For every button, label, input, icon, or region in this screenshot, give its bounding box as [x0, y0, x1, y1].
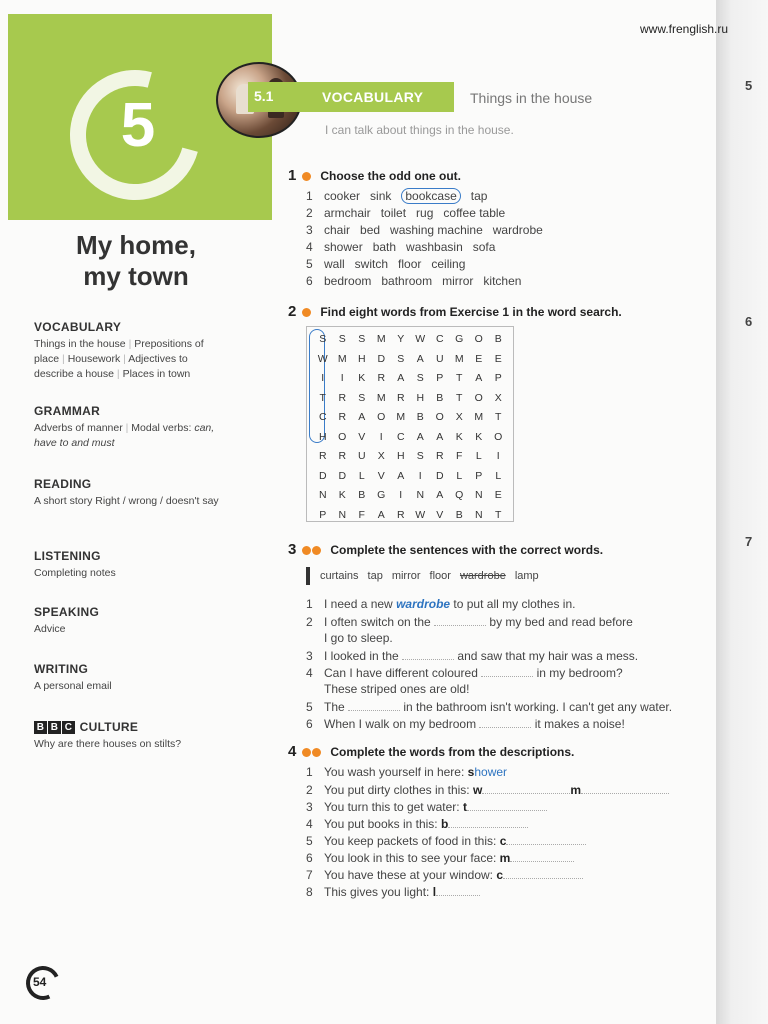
example-answer: wardrobe — [396, 597, 451, 611]
list-item: 1 You wash yourself in here: shower — [306, 765, 508, 779]
grid-letter[interactable]: S — [416, 372, 424, 384]
word-option[interactable]: bath — [372, 240, 397, 254]
grid-letter[interactable]: D — [338, 469, 347, 482]
answer-blank[interactable] — [448, 816, 528, 828]
grid-letter[interactable]: T — [495, 411, 502, 423]
word-option[interactable]: washbasin — [406, 240, 463, 254]
answer-blank[interactable] — [481, 665, 533, 677]
answer-blank[interactable] — [510, 850, 574, 862]
strip-number: 6 — [745, 314, 753, 329]
item-number: 3 — [306, 223, 313, 237]
grid-letter[interactable]: A — [436, 430, 444, 443]
grid-letter[interactable]: P — [494, 372, 502, 384]
answer-blank[interactable] — [348, 699, 400, 711]
sidebar-heading: READING — [34, 477, 92, 491]
grid-letter[interactable]: P — [319, 508, 327, 521]
grid-letter[interactable]: R — [396, 508, 405, 521]
unit-number: 5 — [120, 91, 156, 160]
list-item: 7 You have these at your window: c — [306, 867, 669, 884]
sidebar-heading: VOCABULARY — [34, 320, 122, 334]
list-item: 5 You keep packets of food in this: c — [306, 833, 669, 850]
word-bank — [306, 567, 548, 585]
grid-letter[interactable]: R — [377, 372, 386, 384]
word-option[interactable]: coffee table — [443, 206, 506, 220]
list-item: 6 You look in this to see your face: m — [306, 850, 669, 867]
sidebar-text: Completing notes — [34, 567, 116, 579]
sidebar-topic: Modal verbs: — [131, 422, 192, 434]
list-item: 4 Can I have different coloured in my bedroom? — [306, 666, 623, 680]
grid-letter[interactable]: M — [376, 391, 386, 404]
word-option[interactable]: bedroom — [324, 274, 372, 288]
grid-letter[interactable]: K — [455, 430, 463, 443]
grid-letter[interactable]: Q — [455, 489, 464, 501]
grid-letter[interactable]: R — [338, 450, 347, 462]
grid-letter[interactable]: V — [358, 430, 366, 443]
grid-letter[interactable]: B — [455, 508, 463, 521]
list-item: 3 You turn this to get water: t — [306, 799, 669, 816]
grid-letter[interactable]: O — [494, 430, 503, 443]
grid-letter[interactable]: R — [435, 450, 444, 462]
item-number: 6 — [306, 274, 313, 288]
grid-letter[interactable]: W — [415, 508, 426, 521]
grid-letter[interactable]: C — [435, 333, 444, 345]
exercise-instruction: Complete the words from the descriptions. — [330, 745, 575, 759]
grid-letter[interactable]: T — [456, 391, 463, 404]
grid-letter[interactable]: H — [416, 391, 425, 404]
exercise-1-heading — [288, 167, 461, 184]
sidebar-section-vocabulary — [34, 320, 224, 382]
grid-letter[interactable]: H — [318, 430, 327, 443]
word-bank-item: lamp — [514, 570, 539, 582]
grid-letter[interactable]: A — [397, 469, 405, 482]
word-option[interactable]: rug — [416, 206, 434, 220]
grid-letter[interactable]: K — [338, 489, 346, 501]
grid-letter[interactable]: S — [358, 333, 366, 345]
grid-letter[interactable]: T — [319, 391, 326, 404]
sidebar-section-culture — [34, 720, 224, 752]
sidebar-topic: Things in the house — [34, 338, 126, 350]
grid-letter[interactable]: X — [494, 391, 502, 404]
grid-letter[interactable]: N — [474, 489, 483, 501]
grid-letter[interactable]: O — [377, 411, 386, 423]
grid-letter[interactable]: V — [377, 469, 385, 482]
sidebar-section-listening — [34, 549, 224, 581]
word-option-circled[interactable]: bookcase — [401, 188, 460, 204]
grid-letter[interactable]: C — [396, 430, 405, 443]
item-number: 4 — [306, 240, 313, 254]
difficulty-dot — [302, 308, 311, 317]
grid-letter[interactable]: I — [379, 430, 383, 443]
sidebar-text: A personal email — [34, 680, 112, 692]
word-search-grid[interactable] — [306, 326, 514, 522]
word-option[interactable]: wardrobe — [492, 223, 543, 237]
grid-letter[interactable]: A — [436, 489, 444, 501]
grid-letter[interactable]: A — [416, 352, 424, 365]
grid-letter[interactable]: X — [377, 450, 385, 462]
grid-letter[interactable]: M — [337, 352, 347, 365]
grid-letter[interactable]: M — [396, 411, 406, 423]
difficulty-dot — [302, 172, 311, 181]
grid-letter[interactable]: S — [358, 391, 366, 404]
difficulty-dot — [312, 748, 321, 757]
answer-blank[interactable] — [479, 716, 531, 728]
sidebar-topic: Prepositions of place — [34, 338, 204, 365]
grid-letter[interactable]: A — [397, 372, 405, 384]
answer-blank[interactable] — [506, 833, 586, 845]
strip-number: 7 — [745, 534, 753, 549]
grid-letter[interactable]: W — [415, 333, 426, 345]
grid-letter[interactable]: F — [358, 508, 365, 521]
list-item: 5 The in the bathroom isn't working. I can't get any water. — [306, 700, 673, 714]
list-item: 3 I looked in the and saw that my hair was a mess. — [306, 649, 639, 663]
exercise-instruction: Choose the odd one out. — [320, 169, 461, 183]
grid-letter[interactable]: B — [416, 411, 424, 423]
list-item — [306, 223, 553, 240]
list-item-continuation: I go to sleep. — [324, 631, 393, 645]
lesson-label: VOCABULARY — [322, 89, 424, 105]
answer-blank[interactable] — [503, 867, 583, 879]
grid-letter[interactable]: N — [318, 489, 327, 501]
grid-letter[interactable]: S — [338, 333, 346, 345]
sidebar-section-writing — [34, 662, 224, 694]
grid-letter[interactable]: O — [474, 333, 483, 345]
word-bank-item: mirror — [391, 570, 421, 582]
word-option[interactable]: sink — [370, 189, 392, 203]
bbc-logo-letter: B — [48, 721, 61, 734]
list-item: 4 You put books in this: b — [306, 816, 669, 833]
grid-letter[interactable]: A — [358, 411, 366, 423]
list-item: 2 You put dirty clothes in this: w m — [306, 782, 669, 799]
list-item: 1 I need a new wardrobe to put all my clothes in. — [306, 597, 576, 611]
grid-letter[interactable]: N — [474, 508, 483, 521]
exercise-number: 2 — [288, 303, 297, 320]
grid-letter[interactable]: B — [494, 333, 502, 345]
list-item — [306, 240, 553, 257]
page-edge-strip — [716, 0, 768, 1024]
sidebar-topic: Places in town — [122, 368, 191, 380]
example-answer: hower — [474, 765, 508, 779]
sidebar-text: Advice — [34, 623, 66, 635]
word-bank-item: floor — [429, 570, 451, 582]
grid-letter[interactable]: I — [321, 372, 325, 384]
unit-title-line: my town — [83, 261, 189, 291]
grid-letter[interactable]: R — [396, 391, 405, 404]
grid-letter[interactable]: P — [436, 372, 444, 384]
grid-letter[interactable]: Y — [397, 333, 405, 345]
grid-letter[interactable]: H — [357, 352, 366, 365]
grid-letter[interactable]: G — [377, 489, 386, 501]
list-item: 8 This gives you light: l — [306, 884, 669, 901]
bbc-logo-letter: C — [62, 721, 75, 734]
exercise-3-list — [306, 597, 672, 733]
grid-letter[interactable]: L — [358, 469, 365, 482]
word-option[interactable]: sofa — [472, 240, 496, 254]
item-number: 1 — [306, 189, 313, 203]
grid-letter[interactable]: M — [454, 352, 464, 365]
list-item — [306, 274, 553, 291]
exercise-number: 3 — [288, 541, 297, 558]
grid-letter[interactable]: I — [399, 489, 403, 501]
exercise-instruction: Complete the sentences with the correct words. — [330, 543, 604, 557]
list-item: 6 When I walk on my bedroom it makes a noise! — [306, 717, 625, 731]
exercise-4-list — [306, 765, 669, 901]
sidebar-topic: Housework — [67, 353, 121, 365]
grid-letter[interactable]: E — [475, 352, 483, 365]
grid-letter[interactable]: T — [456, 372, 463, 384]
grid-letter[interactable]: V — [436, 508, 444, 521]
grid-letter[interactable]: N — [416, 489, 425, 501]
word-bank-item: curtains — [320, 570, 359, 582]
strip-number: 5 — [745, 78, 753, 93]
page-number: 54 — [33, 975, 47, 989]
unit-title-line: My home, — [76, 230, 196, 260]
sidebar-heading: SPEAKING — [34, 605, 100, 619]
answer-blank[interactable] — [436, 884, 480, 896]
grid-letter[interactable]: F — [456, 450, 463, 462]
sidebar-section-grammar — [34, 404, 224, 451]
word-option[interactable]: bed — [360, 223, 381, 237]
grid-letter[interactable]: E — [494, 352, 502, 365]
grid-letter[interactable]: U — [357, 450, 366, 462]
grid-letter[interactable]: K — [475, 430, 483, 443]
grid-letter[interactable]: A — [416, 430, 424, 443]
word-option[interactable]: shower — [324, 240, 363, 254]
difficulty-dot — [302, 546, 311, 555]
word-option[interactable]: bathroom — [381, 274, 433, 288]
grid-letter[interactable]: S — [319, 333, 327, 345]
sidebar-topic: Adverbs of manner — [34, 422, 123, 434]
grid-letter[interactable]: O — [435, 411, 444, 423]
word-option[interactable]: washing machine — [390, 223, 483, 237]
grid-letter[interactable]: D — [377, 352, 386, 365]
word-option[interactable]: mirror — [442, 274, 474, 288]
sidebar-text: Why are there houses on stilts? — [34, 738, 182, 751]
word-bank-item: tap — [367, 570, 383, 582]
answer-blank[interactable] — [434, 614, 486, 626]
exercise-number: 1 — [288, 167, 297, 184]
grid-letter[interactable]: U — [435, 352, 444, 365]
bbc-logo-letter: B — [34, 721, 47, 734]
lesson-subtitle: Things in the house — [470, 90, 593, 106]
grid-letter[interactable]: H — [396, 450, 405, 462]
website-url[interactable]: www.frenglish.ru — [640, 22, 729, 36]
list-item: 2 I often switch on the by my bed and read before — [306, 615, 633, 629]
item-number: 2 — [306, 206, 313, 220]
answer-blank[interactable] — [467, 799, 547, 811]
list-item-continuation: These striped ones are old! — [324, 682, 470, 696]
word-option[interactable]: chair — [324, 223, 351, 237]
list-item — [306, 206, 553, 223]
grid-letter[interactable]: I — [418, 469, 422, 482]
exercise-2-heading — [288, 303, 622, 320]
sidebar-section-speaking — [34, 605, 224, 637]
grid-letter[interactable]: R — [338, 411, 347, 423]
exercise-4-heading — [288, 743, 574, 760]
word-option[interactable]: ceiling — [431, 257, 466, 271]
word-bank-item-used: wardrobe — [459, 570, 506, 582]
sidebar-section-reading — [34, 477, 224, 509]
word-option[interactable]: floor — [398, 257, 422, 271]
exercise-1-list — [306, 189, 553, 291]
answer-blank[interactable] — [482, 782, 570, 794]
exercise-3-heading — [288, 541, 603, 558]
grid-letter[interactable]: A — [377, 508, 385, 521]
grid-letter[interactable]: R — [318, 450, 327, 462]
difficulty-dot — [302, 748, 311, 757]
grid-letter[interactable]: K — [358, 372, 366, 384]
grid-letter[interactable]: R — [338, 391, 347, 404]
grid-letter[interactable]: L — [456, 469, 463, 482]
word-option[interactable]: cooker — [324, 189, 361, 203]
word-option[interactable]: tap — [470, 189, 488, 203]
word-option[interactable]: armchair — [324, 206, 371, 220]
item-number: 5 — [306, 257, 313, 271]
exercise-number: 4 — [288, 743, 297, 760]
grid-letter[interactable]: M — [474, 411, 484, 423]
sidebar-topic: can, have to and must — [34, 422, 215, 449]
difficulty-dot — [312, 546, 321, 555]
grid-letter[interactable]: O — [338, 430, 347, 443]
word-option[interactable]: kitchen — [483, 274, 522, 288]
list-item — [306, 189, 553, 206]
grid-letter[interactable]: B — [436, 391, 444, 404]
sidebar-heading: WRITING — [34, 662, 89, 676]
lesson-code: 5.1 — [248, 82, 304, 112]
grid-letter[interactable]: L — [475, 450, 482, 462]
exercise-instruction: Find eight words from Exercise 1 in the word search. — [320, 305, 622, 319]
sidebar-text: Adverbs of manner | Modal verbs: can, have to and must — [34, 422, 215, 449]
grid-letter[interactable]: E — [494, 489, 502, 501]
answer-blank[interactable] — [402, 648, 454, 660]
list-item — [306, 257, 553, 274]
grid-letter[interactable]: A — [475, 372, 483, 384]
word-option[interactable]: switch — [354, 257, 389, 271]
grid-letter[interactable]: N — [338, 508, 347, 521]
grid-letter[interactable]: S — [416, 450, 424, 462]
grid-letter[interactable]: C — [318, 411, 327, 423]
grid-letter[interactable]: I — [496, 450, 500, 462]
sidebar-text: A short story Right / wrong / doesn't say — [34, 495, 219, 507]
grid-letter[interactable]: D — [318, 469, 327, 482]
grid-letter[interactable]: G — [455, 333, 464, 345]
sidebar-heading: LISTENING — [34, 549, 101, 563]
sidebar-heading — [34, 720, 224, 734]
grid-letter[interactable]: B — [358, 489, 366, 501]
grid-letter[interactable]: M — [376, 333, 386, 345]
grid-letter[interactable]: L — [495, 469, 502, 482]
grid-letter[interactable]: T — [495, 508, 502, 521]
word-option[interactable]: wall — [324, 257, 345, 271]
sidebar-heading-text: CULTURE — [79, 720, 139, 734]
sidebar-text: Things in the house | Prepositions of place | Housework | Adjectives to describe a house | Places in town — [34, 338, 204, 380]
grid-letter[interactable]: P — [475, 469, 483, 482]
unit-title — [36, 230, 236, 292]
grid-letter[interactable]: X — [455, 411, 463, 423]
grid-letter[interactable]: O — [474, 391, 483, 404]
sidebar-topic: Adjectives to describe a house — [34, 353, 188, 380]
grid-letter[interactable]: W — [317, 352, 328, 365]
grid-letter[interactable]: I — [340, 372, 344, 384]
can-do-statement: I can talk about things in the house. — [325, 123, 514, 137]
grid-letter[interactable]: D — [435, 469, 444, 482]
word-option[interactable]: toilet — [380, 206, 407, 220]
sidebar-heading: GRAMMAR — [34, 404, 101, 418]
grid-letter[interactable]: S — [397, 352, 405, 365]
answer-blank[interactable] — [581, 782, 669, 794]
